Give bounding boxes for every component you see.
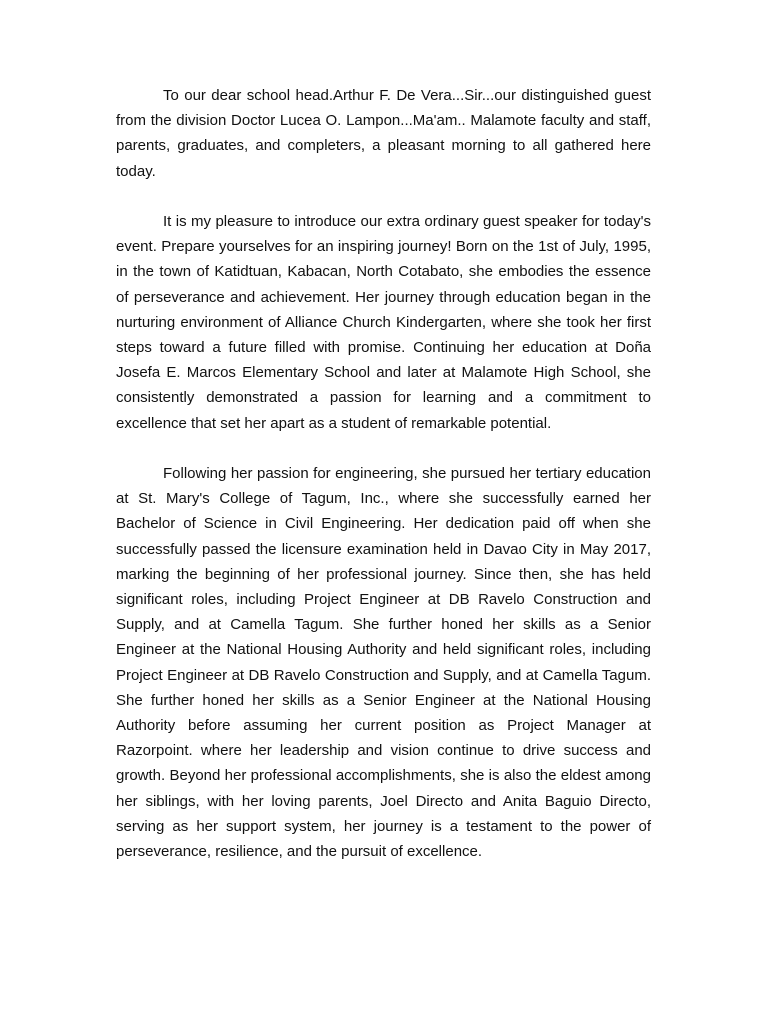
paragraph-greeting: To our dear school head.Arthur F. De Vera...Sir...our distinguished guest from the division Doctor Lucea O. Lampon...Ma'am.. Malamote faculty and staff, parents, graduates, and completers, a pleasant morning to all gathered here today. [116, 87, 651, 180]
paragraph-career: Following her passion for engineering, she pursued her tertiary education at St. Mary's College of Tagum, Inc., where she successfully earned her Bachelor of Science in Civil Engineering. Her dedication paid off when she successfully passed the licensure examination held in Davao City in May 2017, marking the beginning of her professional journey. Since then, she has held significant roles, including Project Engineer at DB Ravelo Construction and Supply, and at Camella Tagum. She further honed her skills as a Senior Engineer at the National Housing Authority and held significant roles, including Project Engineer at DB Ravelo Construction and Supply, and at Camella Tagum. She further honed her skills as a Senior Engineer at the National Housing Authority before assuming her current position as Project Manager at Razorpoint. where her leadership and vision continue to drive success and growth. Beyond her professional accomplishments, she is also the eldest among her siblings, with her loving parents, Joel Directo and Anita Baguio Directo, serving as her support system, her journey is a testament to the power of perseverance, resilience, and the pursuit of excellence. [116, 465, 651, 861]
paragraph-introduction: It is my pleasure to introduce our extra ordinary guest speaker for today's event. Prepare yourselves for an inspiring journey! Born on the 1st of July, 1995, in the town of Katidtuan, Kabacan, North Cotabato, she embodies the essence of perseverance and achievement. Her journey through education began in the nurturing environment of Alliance Church Kindergarten, where she took her first steps toward a future filled with promise. Continuing her education at Doña Josefa E. Marcos Elementary School and later at Malamote High School, she consistently demonstrated a passion for learning and a commitment to excellence that set her apart as a student of remarkable potential. [116, 213, 651, 432]
document-body [116, 83, 651, 864]
